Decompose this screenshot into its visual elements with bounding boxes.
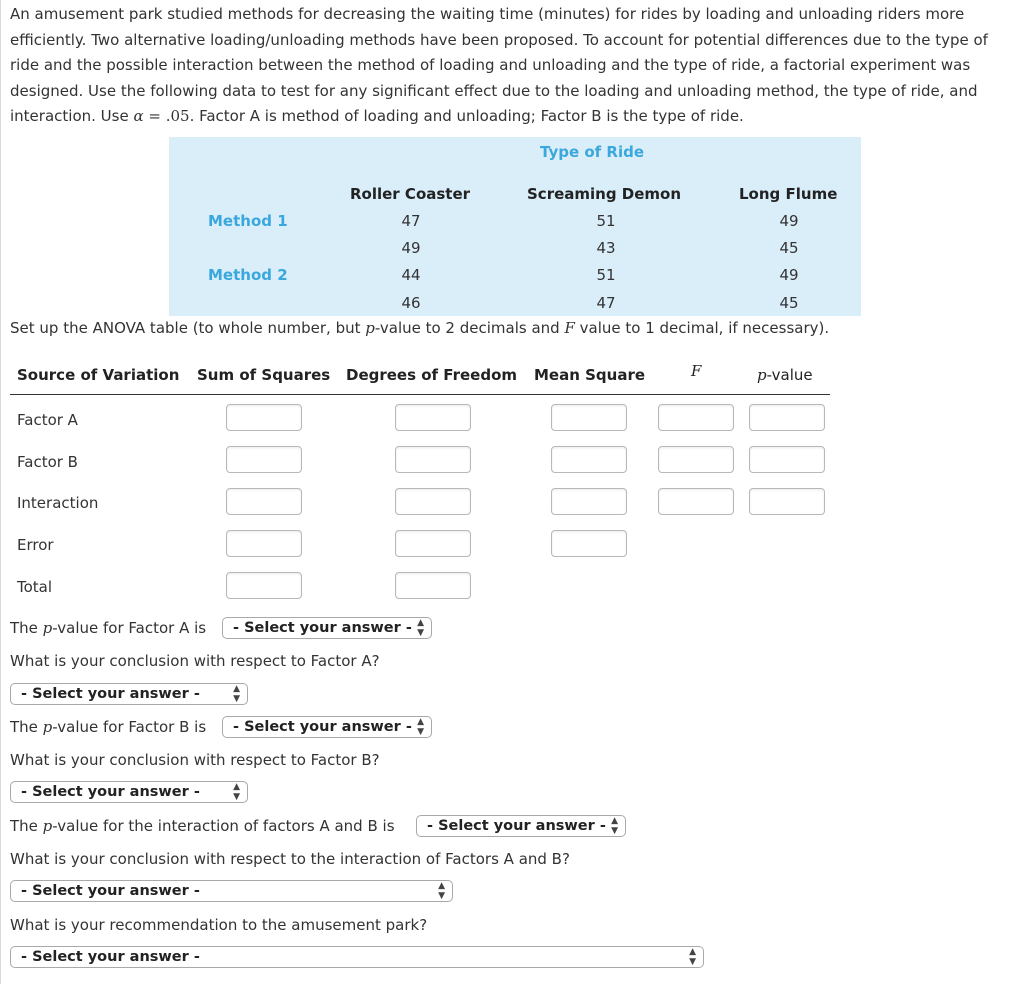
data-cell: 43: [596, 239, 616, 257]
col-header-screaming-demon: Screaming Demon: [527, 185, 682, 203]
factor-b-ss-input[interactable]: [226, 446, 302, 473]
total-ss-input[interactable]: [226, 572, 302, 599]
header-degrees-of-freedom: Degrees of Freedom: [346, 366, 518, 384]
header-p-value: p-value: [757, 366, 813, 384]
factor-b-df-input[interactable]: [395, 446, 471, 473]
recommendation-select[interactable]: - Select your answer - ▲ ▼: [10, 946, 704, 968]
data-cell: 46: [401, 294, 421, 312]
interaction-ss-input[interactable]: [226, 488, 302, 515]
data-cell: 47: [401, 212, 421, 230]
left-border: [0, 0, 1, 984]
anova-instructions: Set up the ANOVA table (to whole number, but p-value to 2 decimals and F value to 1 decimal, if necessary).: [10, 319, 830, 337]
error-ms-input[interactable]: [551, 530, 627, 557]
interaction-ms-input[interactable]: [551, 488, 627, 515]
select-arrows-icon: ▲ ▼: [417, 618, 424, 638]
data-cell: 51: [596, 212, 616, 230]
data-cell: 49: [779, 212, 799, 230]
p-factor-a-select[interactable]: - Select your answer - ▲ ▼: [222, 617, 432, 639]
select-arrows-icon: ▲ ▼: [438, 881, 445, 901]
conclusion-interaction-select[interactable]: - Select your answer - ▲ ▼: [10, 880, 453, 902]
method-2-label: Method 2: [208, 266, 288, 284]
factor-a-f-input[interactable]: [658, 404, 734, 431]
question-conclusion-factor-b: What is your conclusion with respect to Factor B?: [10, 751, 380, 769]
factor-b-p-input[interactable]: [749, 446, 825, 473]
method-1-label: Method 1: [208, 212, 288, 230]
select-arrows-icon: ▲ ▼: [417, 717, 424, 737]
factor-a-df-input[interactable]: [395, 404, 471, 431]
header-divider: [10, 394, 830, 395]
data-cell: 45: [779, 239, 799, 257]
question-recommendation: What is your recommendation to the amusement park?: [10, 916, 428, 934]
header-mean-square: Mean Square: [534, 366, 646, 384]
data-cell: 45: [779, 294, 799, 312]
error-ss-input[interactable]: [226, 530, 302, 557]
row-label-factor-a: Factor A: [17, 411, 78, 429]
header-sum-of-squares: Sum of Squares: [197, 366, 331, 384]
question-conclusion-interaction: What is your conclusion with respect to the interaction of Factors A and B?: [10, 850, 570, 868]
data-cell: 49: [401, 239, 421, 257]
select-arrows-icon: ▲ ▼: [689, 947, 696, 967]
data-table-title: Type of Ride: [540, 143, 645, 161]
select-arrows-icon: ▲ ▼: [233, 684, 240, 704]
data-cell: 47: [596, 294, 616, 312]
row-label-error: Error: [17, 536, 54, 554]
error-df-input[interactable]: [395, 530, 471, 557]
total-df-input[interactable]: [395, 572, 471, 599]
select-arrows-icon: ▲ ▼: [611, 816, 618, 836]
row-label-factor-b: Factor B: [17, 453, 78, 471]
row-label-interaction: Interaction: [17, 494, 99, 512]
question-conclusion-factor-a: What is your conclusion with respect to Factor A?: [10, 652, 380, 670]
problem-statement: An amusement park studied methods for decreasing the waiting time (minutes) for rides by loading and unloading riders more efficiently. Two alternative loading/unloading methods have been proposed. To account for potential differences due to the type of ride and the possible interaction between the method of loading and unloading and the type of ride, a factorial experiment was designed. Use the following data to test for any significant effect due to the loading and unloading method, the type of ride, and interaction. Use α = .05. Factor A is method of loading and unloading; Factor B is the type of ride.: [10, 5, 988, 126]
factor-a-ss-input[interactable]: [226, 404, 302, 431]
question-p-interaction: The p-value for the interaction of factors A and B is: [10, 817, 395, 835]
interaction-f-input[interactable]: [658, 488, 734, 515]
question-p-factor-b: The p-value for Factor B is: [10, 718, 207, 736]
row-label-total: Total: [17, 578, 53, 596]
interaction-p-input[interactable]: [749, 488, 825, 515]
question-p-factor-a: The p-value for Factor A is: [10, 619, 207, 637]
header-f: F: [691, 362, 702, 380]
interaction-df-input[interactable]: [395, 488, 471, 515]
factor-a-ms-input[interactable]: [551, 404, 627, 431]
alpha-symbol: α: [133, 107, 144, 126]
conclusion-factor-a-select[interactable]: - Select your answer - ▲ ▼: [10, 683, 248, 705]
factor-b-ms-input[interactable]: [551, 446, 627, 473]
factor-b-f-input[interactable]: [658, 446, 734, 473]
col-header-long-flume: Long Flume: [739, 185, 838, 203]
alpha-value: = .05: [143, 107, 190, 126]
conclusion-factor-b-select[interactable]: - Select your answer - ▲ ▼: [10, 781, 248, 803]
header-source: Source of Variation: [17, 366, 180, 384]
data-cell: 49: [779, 266, 799, 284]
p-interaction-select[interactable]: - Select your answer - ▲ ▼: [416, 815, 626, 837]
select-arrows-icon: ▲ ▼: [233, 782, 240, 802]
col-header-roller-coaster: Roller Coaster: [350, 185, 471, 203]
data-cell: 51: [596, 266, 616, 284]
factor-a-p-input[interactable]: [749, 404, 825, 431]
p-factor-b-select[interactable]: - Select your answer - ▲ ▼: [222, 716, 432, 738]
data-cell: 44: [401, 266, 421, 284]
